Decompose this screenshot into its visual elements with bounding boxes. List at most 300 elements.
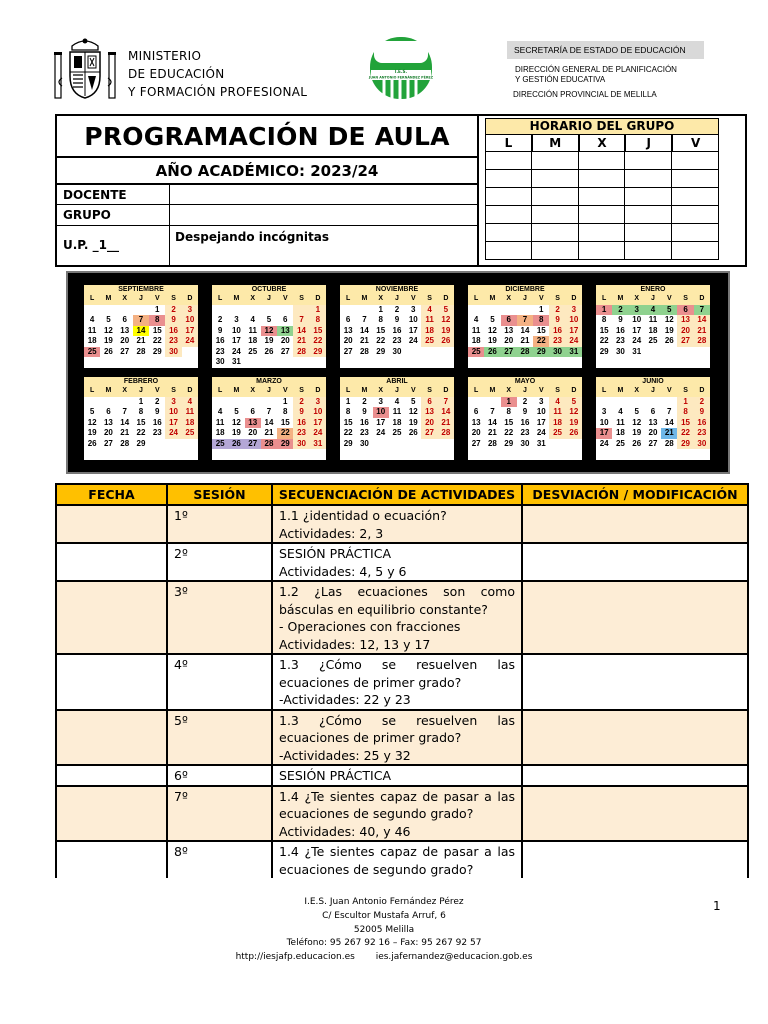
calendar-day: 24 xyxy=(566,336,582,347)
calendar-day: 12 xyxy=(664,315,674,324)
calendar-day: 20 xyxy=(648,428,658,437)
spain-coat-of-arms-logo xyxy=(52,38,118,102)
calendar-day: 12 xyxy=(632,417,642,427)
calendar-day-header: D xyxy=(310,294,326,305)
activity-line: 1.1 ¿identidad o ecuación? xyxy=(279,508,447,523)
calendar-empty-cell xyxy=(645,397,661,408)
calendar-day: 29 xyxy=(677,439,693,450)
session-number: 4º xyxy=(167,654,272,710)
activity-line: 1.2 ¿Las ecuaciones son como básculas en equilibrio constante? xyxy=(279,584,515,617)
calendar-day: 18 xyxy=(471,336,481,345)
calendar-day: 18 xyxy=(87,336,97,345)
calendar-day: 9 xyxy=(155,407,160,416)
svg-text:I.E.S.: I.E.S. xyxy=(394,69,408,74)
calendar-day: 3 xyxy=(310,397,326,408)
up-row xyxy=(57,226,477,265)
horario-cell[interactable] xyxy=(485,188,532,206)
calendar-day: 5 xyxy=(89,407,95,416)
calendar-day: 24 xyxy=(231,346,241,356)
session-row xyxy=(56,581,748,654)
calendar-day: 14 xyxy=(694,315,710,326)
session-deviation-cell[interactable] xyxy=(522,654,748,710)
calendar-day: 8 xyxy=(601,315,607,324)
session-date-cell[interactable] xyxy=(56,543,167,581)
horario-day: V xyxy=(672,135,719,152)
calendar-month-name: ENERO xyxy=(596,285,710,294)
calendar-day: 12 xyxy=(261,326,277,337)
calendar-day: 6 xyxy=(650,407,656,416)
calendar-day: 16 xyxy=(549,326,565,337)
session-deviation-cell[interactable] xyxy=(522,786,748,842)
col-header-sesion: SESIÓN xyxy=(167,484,272,505)
calendar-day: 21 xyxy=(487,428,497,437)
calendar-day-header: M xyxy=(484,386,500,397)
calendar-day: 14 xyxy=(438,407,454,418)
col-header-fecha: FECHA xyxy=(56,484,167,505)
calendar-day-header: L xyxy=(468,386,484,397)
session-row xyxy=(56,654,748,710)
calendar-month xyxy=(340,285,454,368)
calendar-day: 13 xyxy=(343,325,353,335)
calendar-day: 19 xyxy=(487,336,497,345)
session-activities xyxy=(272,841,522,878)
calendar-day: 12 xyxy=(566,407,582,418)
calendar-day-header: S xyxy=(421,294,437,305)
calendar-day-header: M xyxy=(100,386,116,397)
session-number: 7º xyxy=(167,786,272,842)
calendar-day-header: V xyxy=(149,294,165,305)
horario-cell[interactable] xyxy=(625,188,672,206)
calendar-day: 12 xyxy=(87,417,97,427)
calendar-empty-cell xyxy=(596,397,612,408)
calendar-day: 8 xyxy=(506,407,511,416)
session-date-cell[interactable] xyxy=(56,710,167,766)
calendar-day: 13 xyxy=(245,418,261,429)
calendar-day: 2 xyxy=(549,305,565,316)
direccion-line-2: Y GESTIÓN EDUCATIVA xyxy=(515,74,606,84)
calendar-empty-cell xyxy=(629,397,645,408)
calendar-day: 7 xyxy=(667,407,672,416)
calendar-month xyxy=(468,377,582,460)
calendar-day: 9 xyxy=(165,315,181,326)
calendar-day: 29 xyxy=(152,346,162,356)
calendar-day-header: D xyxy=(438,386,454,397)
session-deviation-cell[interactable] xyxy=(522,765,748,786)
calendar-day: 27 xyxy=(648,438,658,448)
calendar-day: 31 xyxy=(566,347,582,358)
horario-cell[interactable] xyxy=(672,152,719,170)
calendar-day: 3 xyxy=(539,396,544,406)
calendar-day-header: S xyxy=(549,386,565,397)
horario-cell[interactable] xyxy=(579,206,626,224)
calendar-day: 2 xyxy=(394,304,400,314)
horario-cell[interactable] xyxy=(532,224,579,242)
session-number: 5º xyxy=(167,710,272,766)
horario-cell[interactable] xyxy=(579,152,626,170)
calendar-day-header: J xyxy=(645,386,661,397)
calendar-day: 20 xyxy=(103,428,113,437)
horario-cell[interactable] xyxy=(485,152,532,170)
calendar-day: 13 xyxy=(277,326,293,337)
calendar-day-header: V xyxy=(661,294,677,305)
calendar-empty-cell xyxy=(277,305,293,316)
calendar-day: 2 xyxy=(217,315,223,324)
ministry-line-2: DE EDUCACIÓN xyxy=(128,67,225,81)
calendar-empty-cell xyxy=(228,397,244,408)
calendar-day-header: L xyxy=(212,294,228,305)
calendar-day: 15 xyxy=(536,325,546,335)
calendar-day: 18 xyxy=(392,417,402,427)
calendar-day: 12 xyxy=(438,315,454,326)
calendar-day: 4 xyxy=(89,315,95,324)
calendar-day: 8 xyxy=(345,407,351,416)
calendar-day: 6 xyxy=(250,407,255,416)
calendar-month xyxy=(84,377,198,460)
direccion-line-1: DIRECCIÓN GENERAL DE PLANIFICACIÓN xyxy=(515,65,677,74)
calendar-day: 6 xyxy=(501,315,517,326)
calendar-empty-cell xyxy=(517,305,533,316)
calendar-day: 4 xyxy=(473,315,479,324)
calendar-day: 6 xyxy=(421,397,437,408)
calendar-day: 1 xyxy=(345,396,351,406)
calendar-day: 30 xyxy=(549,347,565,358)
calendar-day: 2 xyxy=(362,396,367,406)
calendar-day: 30 xyxy=(215,357,225,366)
calendar-day: 20 xyxy=(120,336,130,345)
calendar-day: 10 xyxy=(632,315,642,324)
horario-cell[interactable] xyxy=(579,170,626,188)
calendar-day: 20 xyxy=(421,418,437,429)
calendar-day: 12 xyxy=(487,325,497,335)
calendar-day: 5 xyxy=(411,396,416,406)
program-info-table xyxy=(57,116,479,265)
calendar-empty-cell xyxy=(245,305,261,316)
calendar-day: 2 xyxy=(165,305,181,316)
horario-cell[interactable] xyxy=(532,152,579,170)
calendar-empty-cell xyxy=(117,397,133,408)
horario-cell[interactable] xyxy=(579,224,626,242)
calendar-day: 6 xyxy=(122,315,127,324)
calendar-day: 5 xyxy=(106,315,111,324)
session-activities xyxy=(272,710,522,766)
horario-cell[interactable] xyxy=(625,224,672,242)
calendar-day: 28 xyxy=(487,438,497,448)
calendar-day: 16 xyxy=(165,326,181,337)
page-number: 1 xyxy=(713,899,721,913)
calendar-day: 1 xyxy=(596,305,612,316)
calendar-day-header: M xyxy=(228,294,244,305)
calendar-day: 23 xyxy=(293,428,309,439)
calendar-day: 8 xyxy=(283,407,288,416)
calendar-day-header: V xyxy=(277,386,293,397)
activity-line: - Operaciones con fracciones xyxy=(279,619,461,634)
session-date-cell[interactable] xyxy=(56,505,167,543)
horario-cell[interactable] xyxy=(672,170,719,188)
academic-year: AÑO ACADÉMICO: 2023/24 xyxy=(57,158,477,185)
calendar-day: 13 xyxy=(677,315,693,326)
calendar-day: 3 xyxy=(566,305,582,316)
horario-cell[interactable] xyxy=(485,242,532,260)
calendar-day: 21 xyxy=(438,418,454,429)
calendar-day: 2 xyxy=(694,397,710,408)
sessions-table xyxy=(55,483,749,878)
calendar-day: 6 xyxy=(106,407,111,416)
activity-line: Actividades: 2, 3 xyxy=(279,525,384,541)
calendar-day: 3 xyxy=(411,304,416,314)
calendar-month xyxy=(340,377,454,460)
calendar-day: 9 xyxy=(293,407,309,418)
calendar-day: 12 xyxy=(408,407,418,416)
horario-cell[interactable] xyxy=(485,206,532,224)
horario-cell[interactable] xyxy=(625,170,672,188)
calendar-day: 19 xyxy=(231,428,241,437)
calendar-day-header: S xyxy=(293,294,309,305)
footer-links xyxy=(0,951,768,965)
calendar-day: 23 xyxy=(359,428,369,437)
calendar-day: 1 xyxy=(155,304,160,314)
calendar-empty-cell xyxy=(84,397,100,408)
footer-city: 52005 Melilla xyxy=(353,924,415,935)
calendar-month xyxy=(84,285,198,368)
calendar-day: 18 xyxy=(182,418,198,429)
calendar-day-header: D xyxy=(182,294,198,305)
calendar-day: 19 xyxy=(664,325,674,335)
calendar-day: 1 xyxy=(539,304,544,314)
session-activities xyxy=(272,654,522,710)
session-date-cell[interactable] xyxy=(56,581,167,654)
col-header-actividades: SECUENCIACIÓN DE ACTIVIDADES xyxy=(272,484,522,505)
calendar-day: 15 xyxy=(343,417,353,427)
calendar-day: 8 xyxy=(677,407,693,418)
calendar-day: 8 xyxy=(138,407,144,416)
activity-line: Actividades: 4, 5 y 6 xyxy=(279,563,407,579)
horario-cell[interactable] xyxy=(672,242,719,260)
calendar-day: 14 xyxy=(520,325,530,335)
session-deviation-cell[interactable] xyxy=(522,543,748,581)
session-number: 1º xyxy=(167,505,272,543)
calendar-day: 9 xyxy=(522,407,528,416)
calendar-day: 7 xyxy=(490,407,495,416)
calendar-day-header: M xyxy=(356,294,372,305)
calendar-day-header: X xyxy=(373,386,389,397)
calendar-month xyxy=(468,285,582,368)
calendar-day: 19 xyxy=(566,418,582,429)
calendar-day: 10 xyxy=(165,407,181,418)
ministry-name xyxy=(128,47,307,101)
up-label: U.P. _1__ xyxy=(63,238,119,252)
calendar-day-header: X xyxy=(245,294,261,305)
calendar-day-header: V xyxy=(661,386,677,397)
footer xyxy=(0,896,768,965)
calendar-day: 4 xyxy=(250,315,255,324)
session-deviation-cell[interactable] xyxy=(522,710,748,766)
calendar-day: 6 xyxy=(473,407,479,416)
activity-line: Actividades: 40, y 46 xyxy=(279,823,411,839)
calendar-day: 29 xyxy=(376,346,386,356)
session-deviation-cell[interactable] xyxy=(522,841,748,878)
calendar-empty-cell xyxy=(212,397,228,408)
calendar-month-name: MAYO xyxy=(468,377,582,386)
horario-cell[interactable] xyxy=(625,242,672,260)
calendar-empty-cell xyxy=(356,305,372,316)
footer-email-link[interactable]: ies.jafernandez@educacion.gob.es xyxy=(375,952,533,963)
calendar-day: 13 xyxy=(103,417,113,427)
calendar-day: 14 xyxy=(487,417,497,427)
calendar-day: 24 xyxy=(376,428,386,437)
calendar-day: 8 xyxy=(378,315,383,324)
calendar-day: 6 xyxy=(283,315,288,324)
calendar-day-header: J xyxy=(261,386,277,397)
calendar-day: 26 xyxy=(484,347,500,358)
calendar-day: 25 xyxy=(468,347,484,358)
calendar-day-header: L xyxy=(84,294,100,305)
calendar-day-header: X xyxy=(373,294,389,305)
calendar-empty-cell xyxy=(245,397,261,408)
calendar-day: 15 xyxy=(152,325,162,335)
grupo-label: GRUPO xyxy=(63,208,111,222)
calendar-day: 4 xyxy=(217,407,223,416)
horario-cell[interactable] xyxy=(485,224,532,242)
calendar-day: 18 xyxy=(248,336,258,345)
session-number: 6º xyxy=(167,765,272,786)
calendar-day: 3 xyxy=(629,305,645,316)
calendar-day: 27 xyxy=(343,346,353,356)
calendar-day: 11 xyxy=(392,407,402,416)
calendar-empty-cell xyxy=(484,305,500,316)
calendar-day: 30 xyxy=(165,347,181,358)
calendar-day: 22 xyxy=(599,336,609,345)
calendar-day: 23 xyxy=(694,428,710,439)
calendar-day-header: M xyxy=(612,386,628,397)
calendar-day: 20 xyxy=(248,428,258,437)
calendar-day: 5 xyxy=(438,305,454,316)
calendar-day: 5 xyxy=(661,305,677,316)
calendar-day: 24 xyxy=(310,428,326,439)
calendar-day-header: D xyxy=(310,386,326,397)
horario-cell[interactable] xyxy=(672,224,719,242)
calendar-day: 18 xyxy=(549,418,565,429)
horario-cell[interactable] xyxy=(532,188,579,206)
calendar-day: 13 xyxy=(648,417,658,427)
calendar-day-header: S xyxy=(677,386,693,397)
calendar-empty-cell xyxy=(261,305,277,316)
col-header-desviacion: DESVIACIÓN / MODIFICACIÓN xyxy=(522,484,748,505)
calendar-day: 7 xyxy=(266,407,272,416)
session-row xyxy=(56,505,748,543)
calendar-day: 21 xyxy=(359,336,369,345)
session-date-cell[interactable] xyxy=(56,841,167,878)
calendar-day: 10 xyxy=(566,315,582,326)
calendar-day: 27 xyxy=(421,428,437,439)
calendar-day: 3 xyxy=(601,407,607,416)
calendar-day-header: J xyxy=(389,386,405,397)
session-date-cell[interactable] xyxy=(56,654,167,710)
calendar-day-header: V xyxy=(149,386,165,397)
horario-cell[interactable] xyxy=(672,206,719,224)
horario-cell[interactable] xyxy=(579,242,626,260)
calendar-day: 5 xyxy=(634,407,639,416)
calendar-day: 1 xyxy=(378,304,383,314)
session-deviation-cell[interactable] xyxy=(522,581,748,654)
calendar-day: 9 xyxy=(394,315,400,324)
calendar-day: 6 xyxy=(677,305,693,316)
calendar-month-name: NOVIEMBRE xyxy=(340,285,454,294)
calendar-month-name: ABRIL xyxy=(340,377,454,386)
calendar-day: 23 xyxy=(165,336,181,347)
calendar-day: 31 xyxy=(231,357,241,366)
horario-cell[interactable] xyxy=(672,188,719,206)
calendar-day: 5 xyxy=(234,407,239,416)
horario-cell[interactable] xyxy=(625,152,672,170)
session-number: 8º xyxy=(167,841,272,878)
session-date-cell[interactable] xyxy=(56,765,167,786)
calendar-day: 24 xyxy=(165,428,181,439)
calendar-day: 23 xyxy=(549,336,565,347)
sessions-header-row xyxy=(56,484,748,505)
page-title: PROGRAMACIÓN DE AULA xyxy=(57,116,477,158)
calendar-day: 24 xyxy=(182,336,198,347)
calendar-day: 21 xyxy=(136,336,146,345)
activity-line: -Actividades: 25 y 32 xyxy=(279,747,411,763)
horario-title: HORARIO DEL GRUPO xyxy=(485,118,719,135)
header-block xyxy=(55,114,747,267)
calendar-day: 29 xyxy=(343,438,353,448)
horario-cell[interactable] xyxy=(532,170,579,188)
calendar-day: 31 xyxy=(310,439,326,450)
calendar-day: 7 xyxy=(122,407,127,416)
calendar-day: 11 xyxy=(215,417,225,427)
calendar-day: 26 xyxy=(103,346,113,356)
up-field[interactable]: Despejando incógnitas xyxy=(175,230,329,244)
calendar-day: 22 xyxy=(136,428,146,437)
direccion-provincial-label: DIRECCIÓN PROVINCIAL DE MELILLA xyxy=(513,90,657,99)
calendar-day: 29 xyxy=(533,347,549,358)
session-date-cell[interactable] xyxy=(56,786,167,842)
calendar-day: 17 xyxy=(165,418,181,429)
calendar-month-name: DICIEMBRE xyxy=(468,285,582,294)
calendar-day: 16 xyxy=(392,325,402,335)
calendar-day: 26 xyxy=(438,336,454,347)
horario-cell[interactable] xyxy=(579,188,626,206)
horario-cell[interactable] xyxy=(625,206,672,224)
calendar-day-header: L xyxy=(596,386,612,397)
calendar-day-header: M xyxy=(228,386,244,397)
footer-web-link[interactable]: http://iesjafp.educacion.es xyxy=(235,952,355,963)
horario-cell[interactable] xyxy=(532,206,579,224)
calendar-day: 16 xyxy=(152,417,162,427)
horario-days xyxy=(485,135,719,152)
horario-cell[interactable] xyxy=(532,242,579,260)
calendar-day-header: M xyxy=(356,386,372,397)
calendar-day: 20 xyxy=(677,326,693,337)
svg-text:JUAN ANTONIO FERNÁNDEZ PÉREZ: JUAN ANTONIO FERNÁNDEZ PÉREZ xyxy=(368,75,434,80)
calendar-day: 27 xyxy=(280,346,290,356)
calendar-day: 16 xyxy=(520,417,530,427)
calendar-day: 27 xyxy=(501,347,517,358)
calendar-day: 10 xyxy=(310,407,326,418)
calendar-day: 23 xyxy=(392,336,402,345)
horario-cell[interactable] xyxy=(485,170,532,188)
calendar-day: 19 xyxy=(438,326,454,337)
calendar-day: 4 xyxy=(182,397,198,408)
session-deviation-cell[interactable] xyxy=(522,505,748,543)
calendar-day: 14 xyxy=(293,326,309,337)
calendar-day: 26 xyxy=(664,336,674,345)
calendar-day: 15 xyxy=(136,417,146,427)
calendar-day: 30 xyxy=(293,439,309,450)
calendar-day: 22 xyxy=(533,336,549,347)
calendar-day-header: D xyxy=(566,386,582,397)
